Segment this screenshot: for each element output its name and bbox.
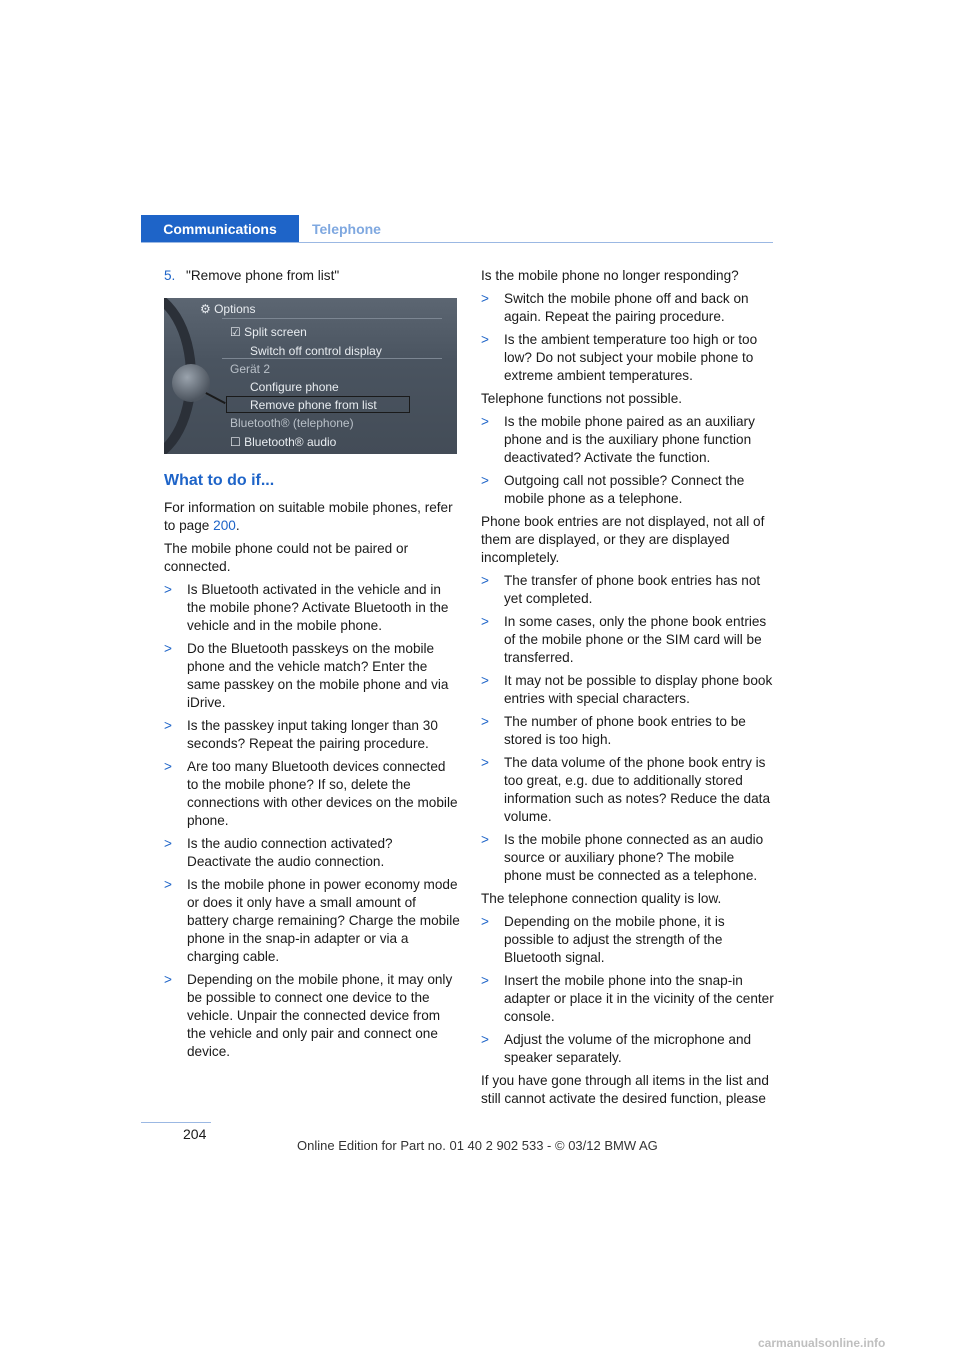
list-item: > Are too many Bluetooth devices connected to the mobile phone? If so, delete the connections with other devices on the mobile phone. [164,759,458,828]
section-tab-communications: Communications [141,215,299,243]
footer-rule [141,1122,211,1123]
bullet-icon: > [481,673,489,688]
controller-knob-icon [172,364,210,402]
left-column [164,267,460,1066]
phone-book-checklist [481,572,775,885]
screen-line-split-screen: ☑ Split screen [230,325,307,339]
list-item: > Is the mobile phone in power economy mode or does it only have a small amount of battery charge remaining? Charge the mobile phone in the snap-in adapter or via a charging cable. [164,877,460,964]
screen-divider [222,358,442,359]
bullet-icon: > [481,755,489,770]
page-header [141,215,773,243]
section-heading: What to do if... [164,472,275,489]
screen-line-bt-telephone: Bluetooth® (telephone) [230,416,354,430]
bullet-icon: > [481,614,489,629]
list-item: > In some cases, only the phone book entries of the mobile phone or the SIM card will be transferred. [481,614,767,665]
list-item: > Outgoing call not possible? Connect the mobile phone as a telephone. [481,473,745,506]
bullet-icon: > [164,877,172,892]
list-item: > Insert the mobile phone into the snap-in adapter or place it in the vicinity of the center console. [481,973,774,1024]
problem-paired: The mobile phone could not be paired or connected. [164,541,409,574]
bullet-icon: > [164,972,172,987]
problem-phone-book: Phone book entries are not displayed, not all of them are displayed, or they are displayed incompletely. [481,514,765,565]
list-item: > Is the mobile phone paired as an auxiliary phone and is the auxiliary phone function deactivated? Activate the function. [481,414,755,465]
quality-checklist [481,913,775,1067]
options-icon: ⚙ [200,302,215,316]
list-item: > Is the mobile phone connected as an audio source or auxiliary phone? The mobile phone must be connected as a telephone. [481,832,764,883]
problem-functions: Telephone functions not possible. [481,391,683,406]
list-item: > The data volume of the phone book entry is too great, e.g. due to additionally stored information such as notes? Reduce the data volume. [481,755,771,824]
closing-paragraph: If you have gone through all items in the list and still cannot activate the desired function, please [481,1073,769,1106]
step-text: "Remove phone from list" [186,268,340,283]
list-item: > Depending on the mobile phone, it is possible to adjust the strength of the Bluetooth signal. [481,914,725,965]
page-number: 204 [183,1126,207,1142]
list-item: > It may not be possible to display phone book entries with special characters. [481,673,773,706]
watermark: carmanualsonline.info [758,1336,886,1350]
list-item: > The number of phone book entries to be stored is too high. [481,714,746,747]
list-item: > Is the passkey input taking longer than 30 seconds? Repeat the pairing procedure. [164,718,438,751]
bullet-icon: > [481,1032,489,1047]
page-ref-link[interactable]: 200 [213,518,236,533]
problem-quality: The telephone connection quality is low. [481,891,722,906]
list-item: > Do the Bluetooth passkeys on the mobile phone and the vehicle match? Enter the same passkey on the mobile phone and via iDrive. [164,641,449,710]
bullet-icon: > [164,718,172,733]
bullet-icon: > [481,573,489,588]
bullet-icon: > [481,473,489,488]
header-rule [141,242,773,243]
bullet-icon: > [164,836,172,851]
list-item: > Is Bluetooth activated in the vehicle and in the mobile phone? Activate Bluetooth in the vehicle and in the mobile phone. [164,582,449,633]
list-item: > Is the ambient temperature too high or too low? Do not subject your mobile phone to extreme ambient temperatures. [481,332,758,383]
screen-line-remove-phone: Remove phone from list [250,398,377,412]
right-column [481,267,775,1113]
bullet-icon: > [481,714,489,729]
intro-paragraph: For information on suitable mobile phones, refer to page 200. [164,500,453,533]
list-item: > Is the audio connection activated? Deactivate the audio connection. [164,836,393,869]
bullet-icon: > [481,914,489,929]
step-number: 5. [164,268,176,283]
bullet-icon: > [481,832,489,847]
screen-line-device: Gerät 2 [230,362,271,376]
screen-title: ⚙ Options [200,302,256,316]
edition-footer: Online Edition for Part no. 01 40 2 902 533 - © 03/12 BMW AG [297,1138,658,1153]
list-item: > Adjust the volume of the microphone and speaker separately. [481,1032,752,1065]
pairing-checklist [164,581,460,1061]
screen-line-bt-audio: ☐ Bluetooth® audio [230,435,337,449]
screen-divider [222,318,442,319]
list-item: > Switch the mobile phone off and back on again. Repeat the pairing procedure. [481,291,749,324]
bullet-icon: > [481,332,489,347]
step-5 [164,267,460,285]
problem-not-responding: Is the mobile phone no longer responding? [481,268,739,283]
checkbox-icon: ☐ [230,435,245,449]
screen-line-switch-off: Switch off control display [250,344,382,358]
bullet-icon: > [164,641,172,656]
bullet-icon: > [481,414,489,429]
checkmark-icon: ☑ [230,325,245,339]
idrive-screen-image [164,298,457,454]
not-responding-checklist [481,290,775,385]
list-item: > Depending on the mobile phone, it may only be possible to connect one device to the vehicle. Unpair the connected device from the vehicle and only pair and connect one device. [164,972,453,1059]
pointer-line [206,392,226,404]
bullet-icon: > [164,759,172,774]
bullet-icon: > [481,973,489,988]
section-tab-telephone: Telephone [312,221,381,237]
screen-line-configure: Configure phone [250,380,339,394]
bullet-icon: > [164,582,172,597]
bullet-icon: > [481,291,489,306]
functions-checklist [481,413,775,508]
list-item: > The transfer of phone book entries has not yet completed. [481,573,761,606]
